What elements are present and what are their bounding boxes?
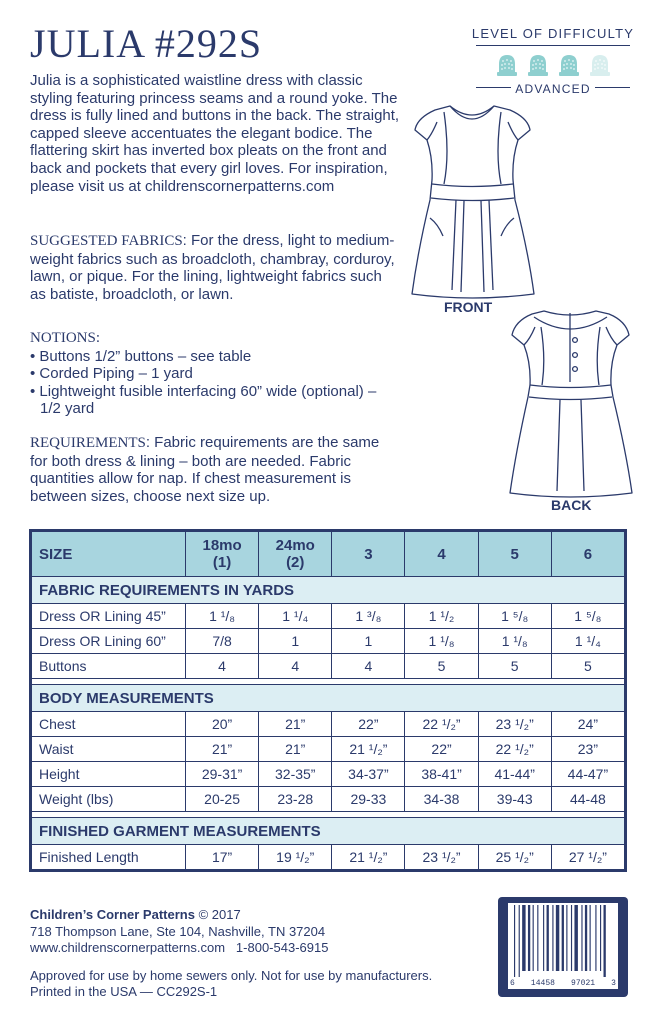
table-cell: 38-41” xyxy=(405,762,478,787)
table-cell: 20-25 xyxy=(186,787,259,812)
back-label: BACK xyxy=(551,497,592,513)
notions-heading: NOTIONS: xyxy=(30,330,100,346)
section-title: FINISHED GARMENT MEASUREMENTS xyxy=(32,818,625,845)
front-label: FRONT xyxy=(444,299,493,315)
suggested-fabrics-text: : For the dress, light to medium-weight fabrics such as broadcloth, chambray, corduroy, lawn, or pique. For the lining, lightweight fabrics such as batiste, broadcloth, or lawn. xyxy=(30,232,395,303)
size-chart xyxy=(29,529,627,872)
table-cell: 29-31” xyxy=(186,762,259,787)
notions-item: • Buttons 1/2” buttons – see table xyxy=(30,347,252,365)
table-row xyxy=(32,712,625,737)
copyright: © 2017 xyxy=(198,907,241,922)
requirements-heading: REQUIREMENTS xyxy=(30,435,146,451)
table-cell: 4 xyxy=(259,654,332,679)
row-label: Dress OR Lining 45” xyxy=(32,604,186,629)
requirements-text: : Fabric requirements are the same for both dress & lining – both are needed. Fabric quantities allow for nap. If chest measurement is between sizes, choose next size up. xyxy=(30,434,380,505)
table-cell: 5 xyxy=(405,654,478,679)
row-label: Weight (lbs) xyxy=(32,787,186,812)
size-column-header xyxy=(259,532,332,577)
size-column-header xyxy=(405,532,478,577)
section-header-row xyxy=(32,577,625,604)
table-cell: 29-33 xyxy=(332,787,405,812)
table-cell: 1 ⁵/₈ xyxy=(478,604,551,629)
company-name: Children’s Corner Patterns xyxy=(30,907,195,922)
row-label: Waist xyxy=(32,737,186,762)
section-title: BODY MEASUREMENTS xyxy=(32,685,625,712)
size-column-header xyxy=(551,532,624,577)
dress-front-sketch xyxy=(410,100,535,300)
size-value: 24mo xyxy=(275,537,315,554)
table-cell: 23 ¹/₂” xyxy=(478,712,551,737)
barcode-digit-group: 14458 xyxy=(530,979,555,988)
table-row xyxy=(32,845,625,870)
table-cell: 21” xyxy=(259,737,332,762)
barcode-digits xyxy=(510,979,616,988)
thimble-icon xyxy=(494,52,520,78)
table-cell: 44-47” xyxy=(551,762,624,787)
table-cell: 20” xyxy=(186,712,259,737)
disclaimer: Approved for use by home sewers only. Not for use by manufacturers. xyxy=(30,967,433,983)
table-cell: 1 ¹/₂ xyxy=(405,604,478,629)
difficulty-level: ADVANCED xyxy=(511,82,594,96)
table-cell: 1 ⁵/₈ xyxy=(551,604,624,629)
size-value: 6 xyxy=(583,545,593,563)
size-table xyxy=(31,531,625,870)
table-cell: 5 xyxy=(551,654,624,679)
table-cell: 1 ¹/₈ xyxy=(186,604,259,629)
table-row xyxy=(32,629,625,654)
table-cell: 1 ¹/₄ xyxy=(259,604,332,629)
notions-item: • Lightweight fusible interfacing 60” wide (optional) – 1/2 yard xyxy=(30,382,377,418)
table-cell: 32-35” xyxy=(259,762,332,787)
table-cell: 1 ¹/₈ xyxy=(478,629,551,654)
footer xyxy=(30,907,432,1001)
table-cell: 1 ¹/₈ xyxy=(405,629,478,654)
table-cell: 24” xyxy=(551,712,624,737)
suggested-fabrics-heading: SUGGESTED FABRICS xyxy=(30,233,183,249)
section-header-row xyxy=(32,818,625,845)
size-column-header xyxy=(186,532,259,577)
size-number: (2) xyxy=(286,554,305,571)
company-website[interactable]: www.childrenscornerpatterns.com xyxy=(30,940,226,955)
table-cell: 34-37” xyxy=(332,762,405,787)
barcode xyxy=(498,897,628,997)
barcode-label xyxy=(508,903,618,989)
table-cell: 22” xyxy=(405,737,478,762)
table-cell: 1 ¹/₄ xyxy=(551,629,624,654)
row-label: Height xyxy=(32,762,186,787)
company-address: 718 Thompson Lane, Ste 104, Nashville, TN 37204 xyxy=(30,923,326,939)
size-header: SIZE xyxy=(32,532,186,577)
table-cell: 21 ¹/₂” xyxy=(332,845,405,870)
pattern-description: Julia is a sophisticated waistline dress with classic styling featuring princess seams and a round yoke. The dress is fully lined and buttons in the back. The straight, capped sleeve accentuates the elegant bodice. The flattering skirt has inverted box pleats on the front and back and pockets that every girl loves. For inspiration, please visit us at childrenscornerpatterns.com xyxy=(30,72,400,195)
difficulty-panel xyxy=(470,26,636,94)
table-cell: 21” xyxy=(259,712,332,737)
suggested-fabrics xyxy=(30,232,400,303)
size-value: 18mo xyxy=(202,537,242,554)
thimble-icon xyxy=(525,52,551,78)
table-cell: 22 ¹/₂” xyxy=(478,737,551,762)
table-cell: 19 ¹/₂” xyxy=(259,845,332,870)
size-value: 4 xyxy=(437,545,446,563)
size-number: (1) xyxy=(212,554,232,571)
difficulty-divider xyxy=(476,45,630,46)
notions-list xyxy=(30,348,400,418)
table-cell: 4 xyxy=(186,654,259,679)
company-phone: 1-800-543-6915 xyxy=(235,940,329,955)
table-cell: 5 xyxy=(478,654,551,679)
table-cell: 22” xyxy=(332,712,405,737)
notions-item: • Corded Piping – 1 yard xyxy=(30,365,193,383)
section-title: FABRIC REQUIREMENTS IN YARDS xyxy=(32,577,625,604)
difficulty-thimbles xyxy=(470,52,636,78)
size-value: 5 xyxy=(510,545,519,563)
table-cell: 1 xyxy=(259,629,332,654)
table-cell: 1 xyxy=(332,629,405,654)
barcode-digit-group: 97021 xyxy=(571,979,596,988)
table-cell: 21 ¹/₂” xyxy=(332,737,405,762)
row-label: Finished Length xyxy=(32,845,186,870)
table-cell: 23” xyxy=(551,737,624,762)
table-cell: 27 ¹/₂” xyxy=(551,845,624,870)
barcode-bars xyxy=(512,905,614,977)
table-cell: 21” xyxy=(186,737,259,762)
table-cell: 25 ¹/₂” xyxy=(478,845,551,870)
table-cell: 44-48 xyxy=(551,787,624,812)
print-info: Printed in the USA — CC292S-1 xyxy=(30,984,218,999)
table-cell: 23-28 xyxy=(259,787,332,812)
difficulty-level-row xyxy=(470,80,636,94)
table-cell: 17” xyxy=(186,845,259,870)
difficulty-label: LEVEL OF DIFFICULTY xyxy=(471,26,635,41)
table-row xyxy=(32,737,625,762)
table-cell: 34-38 xyxy=(405,787,478,812)
table-cell: 4 xyxy=(332,654,405,679)
requirements xyxy=(30,434,400,505)
thimble-icon xyxy=(587,52,613,78)
table-cell: 23 ¹/₂” xyxy=(405,845,478,870)
table-cell: 41-44” xyxy=(478,762,551,787)
pattern-title: JULIA #292S xyxy=(30,21,263,66)
table-row xyxy=(32,654,625,679)
dress-back-sketch xyxy=(508,305,633,500)
size-header-row xyxy=(32,532,625,577)
size-column-header xyxy=(332,532,405,577)
size-column-header xyxy=(478,532,551,577)
thimble-icon xyxy=(556,52,582,78)
row-label: Dress OR Lining 60” xyxy=(32,629,186,654)
table-row xyxy=(32,787,625,812)
section-header-row xyxy=(32,685,625,712)
table-cell: 39-43 xyxy=(478,787,551,812)
table-cell: 22 ¹/₂” xyxy=(405,712,478,737)
barcode-digit-group: 3 xyxy=(611,979,616,988)
size-value: 3 xyxy=(364,545,373,563)
table-cell: 7/8 xyxy=(186,629,259,654)
notions-section xyxy=(30,330,400,418)
table-row xyxy=(32,762,625,787)
table-row xyxy=(32,604,625,629)
row-label: Buttons xyxy=(32,654,186,679)
table-cell: 1 ³/₈ xyxy=(332,604,405,629)
barcode-digit-group: 6 xyxy=(510,979,515,988)
row-label: Chest xyxy=(32,712,186,737)
